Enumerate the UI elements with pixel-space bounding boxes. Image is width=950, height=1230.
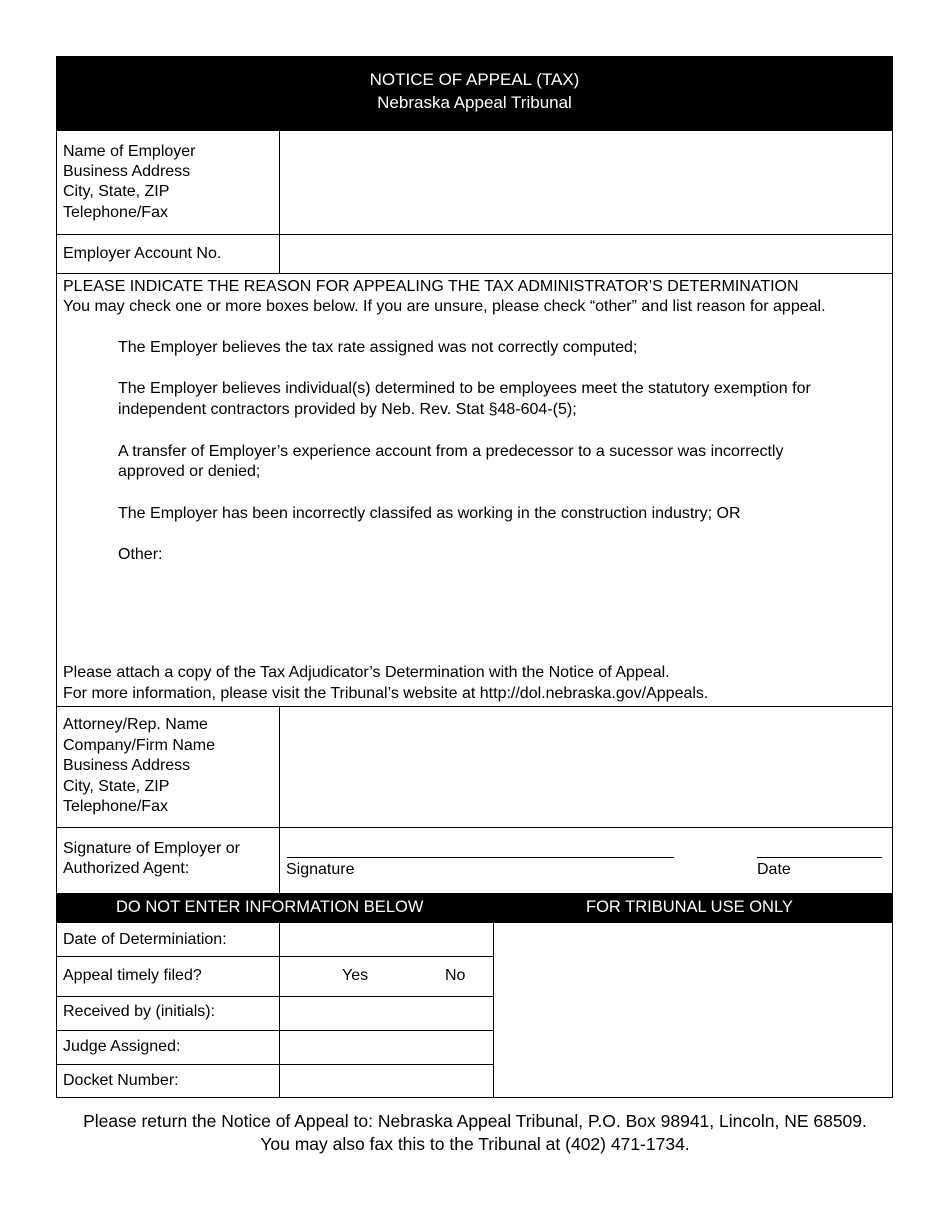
info-note: For more information, please visit the Tribunal’s website at http://dol.nebraska.gov/Appeals. — [63, 685, 709, 702]
reason-construction-class[interactable]: The Employer has been incorrectly classifed as working in the construction industry; OR — [118, 505, 741, 522]
reason-tax-rate[interactable]: The Employer believes the tax rate assigned was not correctly computed; — [118, 339, 638, 356]
docket-number-field[interactable] — [279, 1064, 494, 1098]
reasons-heading: PLEASE INDICATE THE REASON FOR APPEALING THE TAX ADMINISTRATOR’S DETERMINATION — [63, 278, 799, 295]
attorney-info-field[interactable] — [279, 706, 893, 828]
date-line[interactable] — [757, 841, 882, 858]
timely-filed-label: Appeal timely filed? — [63, 967, 202, 984]
reason-account-transfer-cont: approved or denied; — [118, 463, 261, 480]
received-by-field[interactable] — [279, 996, 494, 1031]
tribunal-use-bar — [56, 893, 893, 923]
timely-filed-yes[interactable]: Yes — [342, 967, 369, 984]
employer-label-city: City, State, ZIP — [63, 183, 170, 200]
reason-contractor-exemption[interactable]: The Employer believes individual(s) determined to be employees meet the statutory exemption for — [118, 380, 811, 397]
tribunal-bar-right: FOR TRIBUNAL USE ONLY — [586, 898, 793, 916]
employer-info-field[interactable] — [279, 130, 893, 235]
attorney-label-firm: Company/Firm Name — [63, 737, 216, 754]
judge-assigned-label: Judge Assigned: — [63, 1038, 181, 1055]
employer-label-phone: Telephone/Fax — [63, 204, 168, 221]
other-reason-field[interactable] — [171, 548, 886, 648]
docket-number-label: Docket Number: — [63, 1072, 179, 1089]
signature-line[interactable] — [287, 841, 674, 858]
footer-return-address: Please return the Notice of Appeal to: Nebraska Appeal Tribunal, P.O. Box 98941, Lincoln, NE 68509. — [83, 1111, 867, 1131]
account-label: Employer Account No. — [63, 245, 222, 262]
attorney-label-address: Business Address — [63, 757, 191, 774]
signature-label-line1: Signature of Employer or — [63, 840, 240, 857]
attorney-label-phone: Telephone/Fax — [63, 798, 168, 815]
attorney-label-city: City, State, ZIP — [63, 778, 170, 795]
reason-account-transfer[interactable]: A transfer of Employer’s experience account from a predecessor to a sucessor was incorrectly — [118, 443, 784, 460]
attach-note: Please attach a copy of the Tax Adjudicator’s Determination with the Notice of Appeal. — [63, 664, 670, 681]
signature-cell — [279, 827, 893, 894]
signature-caption: Signature — [286, 861, 355, 878]
employer-label-name: Name of Employer — [63, 143, 196, 160]
footer-fax: You may also fax this to the Tribunal at (402) 471-1734. — [260, 1134, 690, 1154]
timely-filed-no[interactable]: No — [445, 967, 466, 984]
reason-contractor-exemption-cont: independent contractors provided by Neb. Rev. Stat §48-604-(5); — [118, 401, 577, 418]
form-title: NOTICE OF APPEAL (TAX) — [369, 70, 580, 89]
form-subtitle: Nebraska Appeal Tribunal — [377, 93, 572, 112]
date-caption: Date — [757, 861, 791, 878]
reasons-instruction: You may check one or more boxes below. If you are unsure, please check “other” and list reason for appeal. — [63, 298, 826, 315]
reason-other[interactable]: Other: — [118, 546, 163, 563]
form-header — [56, 56, 893, 131]
signature-label-line2: Authorized Agent: — [63, 860, 190, 877]
tribunal-bar-left: DO NOT ENTER INFORMATION BELOW — [116, 898, 424, 916]
received-by-label: Received by (initials): — [63, 1003, 216, 1020]
determination-date-field[interactable] — [279, 922, 494, 957]
judge-assigned-field[interactable] — [279, 1030, 494, 1065]
employer-label-address: Business Address — [63, 163, 191, 180]
determination-date-label: Date of Determiniation: — [63, 931, 227, 948]
attorney-label-name: Attorney/Rep. Name — [63, 716, 208, 733]
employer-account-field[interactable] — [279, 234, 893, 274]
tribunal-notes-field[interactable] — [493, 922, 893, 1098]
